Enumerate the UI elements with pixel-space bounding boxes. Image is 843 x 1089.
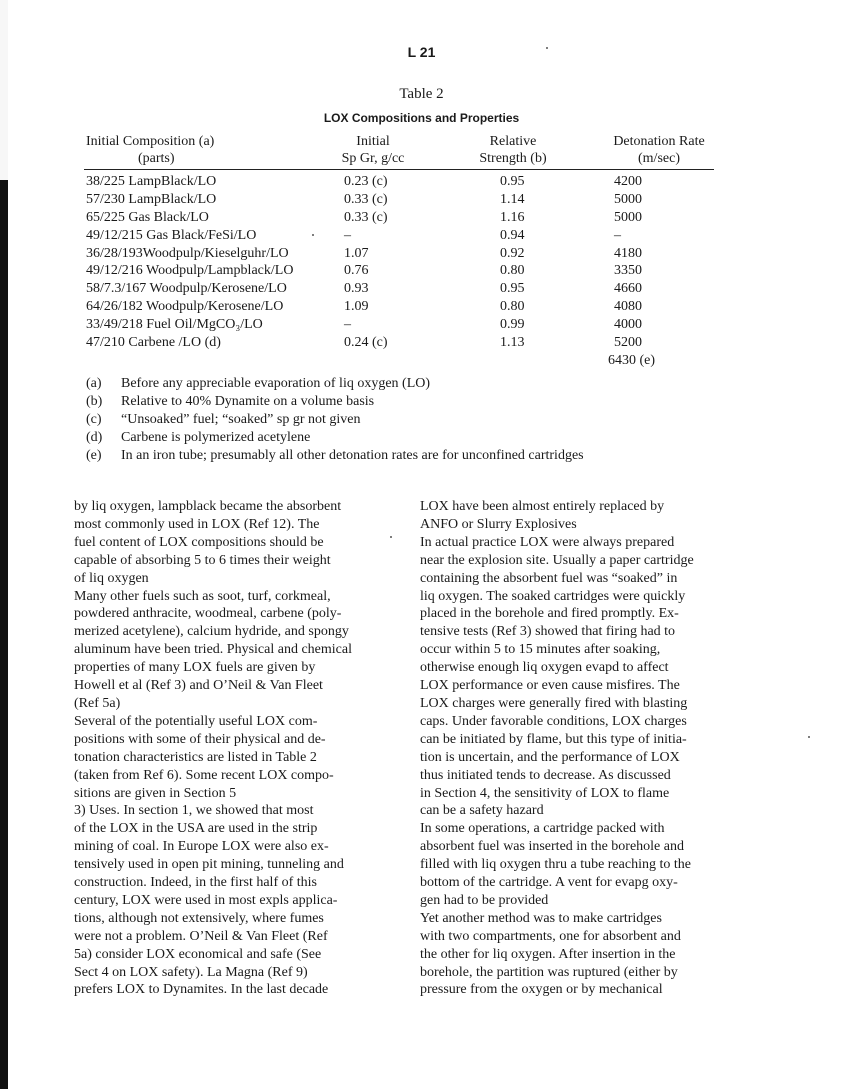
body-line: positions with some of their physical and de- [74,731,326,747]
body-line: tions, although not extensively, where fumes [74,910,324,926]
body-line: bottom of the cartridge. A vent for evapg oxy- [420,875,678,891]
body-column-left [74,498,414,999]
body-line: ANFO or Slurry Explosives [420,516,577,532]
cell-strength: 0.80 [500,263,525,279]
body-line: (Ref 5a) [74,695,121,711]
scan-speck [312,234,314,236]
cell-composition: 49/12/215 Gas Black/FeSi/LO [86,227,257,243]
cell-strength: 0.95 [500,281,525,297]
body-line: powdered anthracite, woodmeal, carbene (poly- [74,606,342,622]
column-header-composition-line1: Initial Composition (a) [86,134,215,149]
body-line: Many other fuels such as soot, turf, corkmeal, [74,588,331,604]
footnote [86,430,786,448]
cell-detonation-extra: 6430 (e) [608,353,656,368]
table-row [86,210,726,228]
cell-detonation: 5200 [614,335,642,351]
cell-detonation: 4080 [614,299,642,315]
cell-strength: 0.95 [500,174,525,189]
body-line: Several of the potentially useful LOX com- [74,713,318,729]
body-column-right [420,498,760,999]
body-line: by liq oxygen, lampblack became the absorbent [74,499,342,514]
column-header-composition [86,133,316,167]
body-line: with two compartments, one for absorbent and [420,928,681,944]
body-line: LOX performance or even cause misfires. The [420,678,680,694]
cell-sp-gr: 1.07 [344,245,369,261]
body-line: of the LOX in the USA are used in the strip [74,821,318,837]
cell-detonation: 3350 [614,263,642,279]
body-line: LOX have been almost entirely replaced by [420,499,665,514]
column-header-detonation [598,133,720,167]
body-line: tion is uncertain, and the performance of LOX [420,749,680,765]
cell-composition: 38/225 LampBlack/LO [86,174,217,189]
footnote-key: (c) [86,412,102,427]
body-line: most commonly used in LOX (Ref 12). The [74,516,320,532]
column-header-composition-line2: (parts) [138,151,175,166]
footnote-key: (e) [86,448,102,463]
cell-sp-gr: 0.76 [344,263,369,279]
table-footnotes [86,376,786,466]
cell-sp-gr: – [344,227,351,243]
scan-speck [546,47,548,49]
body-line: Yet another method was to make cartridges [420,910,662,926]
body-line: capable of absorbing 5 to 6 times their weight [74,552,331,568]
body-line: occur within 5 to 15 minutes after soaking, [420,642,661,658]
cell-sp-gr: 1.09 [344,299,369,315]
cell-composition: 65/225 Gas Black/LO [86,209,209,225]
cell-sp-gr: 0.93 [344,281,369,297]
table-row [86,281,726,299]
body-line: of liq oxygen [74,570,149,586]
body-line: prefers LOX to Dynamites. In the last decade [74,982,329,998]
body-line: aluminum have been tried. Physical and chemical [74,642,352,658]
body-line: were not a problem. O’Neil & Van Fleet (Ref [74,928,328,944]
column-header-sp-gr-line2: Sp Gr, g/cc [341,151,405,166]
cell-sp-gr: – [344,317,351,333]
body-line: liq oxygen. The soaked cartridges were quickly [420,588,686,604]
body-line: Sect 4 on LOX safety). La Magna (Ref 9) [74,964,308,980]
footnote-key: (d) [86,430,103,445]
body-line: caps. Under favorable conditions, LOX charges [420,713,687,729]
cell-strength: 1.16 [500,209,525,225]
cell-detonation: 4000 [614,317,642,333]
footnote-key: (b) [86,394,103,409]
body-line: Howell et al (Ref 3) and O’Neil & Van Fleet [74,678,323,694]
cell-composition: 64/26/182 Woodpulp/Kerosene/LO [86,299,284,315]
column-header-sp-gr-line1: Initial [356,134,390,149]
cell-strength: 1.14 [500,191,525,207]
footnote [86,412,786,430]
scan-speck [390,536,392,538]
cell-strength: 0.92 [500,245,525,261]
body-line: the other for liq oxygen. After insertion in the [420,946,676,962]
cell-detonation: 4200 [614,174,642,189]
body-line: placed in the borehole and fired promptly. Ex- [420,606,679,622]
body-line: can be initiated by flame, but this type of initia- [420,731,687,747]
body-line: In actual practice LOX were always prepared [420,534,675,550]
footnote [86,448,786,466]
cell-strength: 0.80 [500,299,525,315]
footnote-text: Before any appreciable evaporation of liq oxygen (LO) [121,376,431,391]
cell-strength: 0.99 [500,317,525,333]
table-row [86,246,726,264]
body-line: near the explosion site. Usually a paper cartridge [420,552,694,568]
body-line: gen had to be provided [420,892,549,908]
table-row [86,317,726,335]
cell-detonation: 5000 [614,191,642,207]
cell-composition: 47/210 Carbene /LO (d) [86,335,221,351]
table-row [86,192,726,210]
body-line: absorbent fuel was inserted in the borehole and [420,839,684,855]
column-header-strength-line1: Relative [489,134,537,149]
column-header-detonation-line2: (m/sec) [638,151,680,166]
cell-composition: 36/28/193Woodpulp/Kieselguhr/LO [86,245,289,261]
page-header: L 21 [407,44,436,60]
body-line: mining of coal. In Europe LOX were also ex- [74,839,329,855]
body-line: merized acetylene), calcium hydride, and spongy [74,624,349,640]
body-line: pressure from the oxygen or by mechanical [420,982,663,998]
cell-detonation: – [614,227,621,243]
body-line: tensive tests (Ref 3) showed that firing had to [420,624,676,640]
footnote [86,394,786,412]
footnote-text: Relative to 40% Dynamite on a volume basis [121,394,375,409]
body-line: containing the absorbent fuel was “soaked” in [420,570,678,586]
body-line: century, LOX were used in most expls applica- [74,892,338,908]
body-line: properties of many LOX fuels are given by [74,660,316,676]
body-line: (taken from Ref 6). Some recent LOX compo- [74,767,334,783]
body-line: filled with liq oxygen thru a tube reaching to the [420,857,691,873]
cell-strength: 1.13 [500,335,525,351]
footnote [86,376,786,394]
body-line: tonation characteristics are listed in Table 2 [74,749,317,765]
column-header-sp-gr [318,133,428,167]
column-header-detonation-line1: Detonation Rate [613,134,705,149]
body-line: fuel content of LOX compositions should be [74,534,324,550]
table-row [86,174,726,192]
table-row [86,299,726,317]
cell-detonation: 4660 [614,281,642,297]
body-line: can be a safety hazard [420,803,544,819]
body-line: tensively used in open pit mining, tunneling and [74,857,344,873]
body-line: construction. Indeed, in the first half of this [74,875,317,891]
cell-composition: 57/230 LampBlack/LO [86,191,217,207]
body-line: thus initiated tends to decrease. As discussed [420,767,671,783]
table-title: Table 2 [399,86,444,102]
cell-composition: 58/7.3/167 Woodpulp/Kerosene/LO [86,281,287,297]
body-line: sitions are given in Section 5 [74,785,237,801]
table-subtitle: LOX Compositions and Properties [323,111,520,125]
cell-sp-gr: 0.33 (c) [344,191,388,207]
cell-sp-gr: 0.24 (c) [344,335,388,351]
body-line: 3) Uses. In section 1, we showed that most [74,803,314,819]
table-body [86,174,726,353]
cell-detonation: 5000 [614,209,642,225]
cell-strength: 0.94 [500,227,525,243]
body-line: 5a) consider LOX economical and safe (See [74,946,322,962]
cell-sp-gr: 0.23 (c) [344,174,388,189]
body-line: In some operations, a cartridge packed with [420,821,665,837]
scan-speck [808,736,810,738]
footnote-text: “Unsoaked” fuel; “soaked” sp gr not given [121,412,361,427]
body-line: borehole, the partition was ruptured (either by [420,964,678,980]
body-line: otherwise enough liq oxygen evapd to affect [420,660,669,676]
cell-composition: 33/49/218 Fuel Oil/MgCO₃/LO [86,317,263,333]
column-header-strength-line2: Strength (b) [479,151,547,166]
table-row [86,263,726,281]
column-header-strength [458,133,568,167]
footnote-text: Carbene is polymerized acetylene [121,430,311,445]
cell-sp-gr: 0.33 (c) [344,209,388,225]
table-row [86,228,726,246]
footnote-text: In an iron tube; presumably all other detonation rates are for unconfined cartridges [121,448,584,463]
cell-detonation: 4180 [614,245,642,261]
cell-composition: 49/12/216 Woodpulp/Lampblack/LO [86,263,294,279]
footnote-key: (a) [86,376,102,391]
body-line: in Section 4, the sensitivity of LOX to flame [420,785,670,801]
table-header-rule [84,169,714,170]
table-row [86,335,726,353]
body-line: LOX charges were generally fired with blasting [420,695,688,711]
